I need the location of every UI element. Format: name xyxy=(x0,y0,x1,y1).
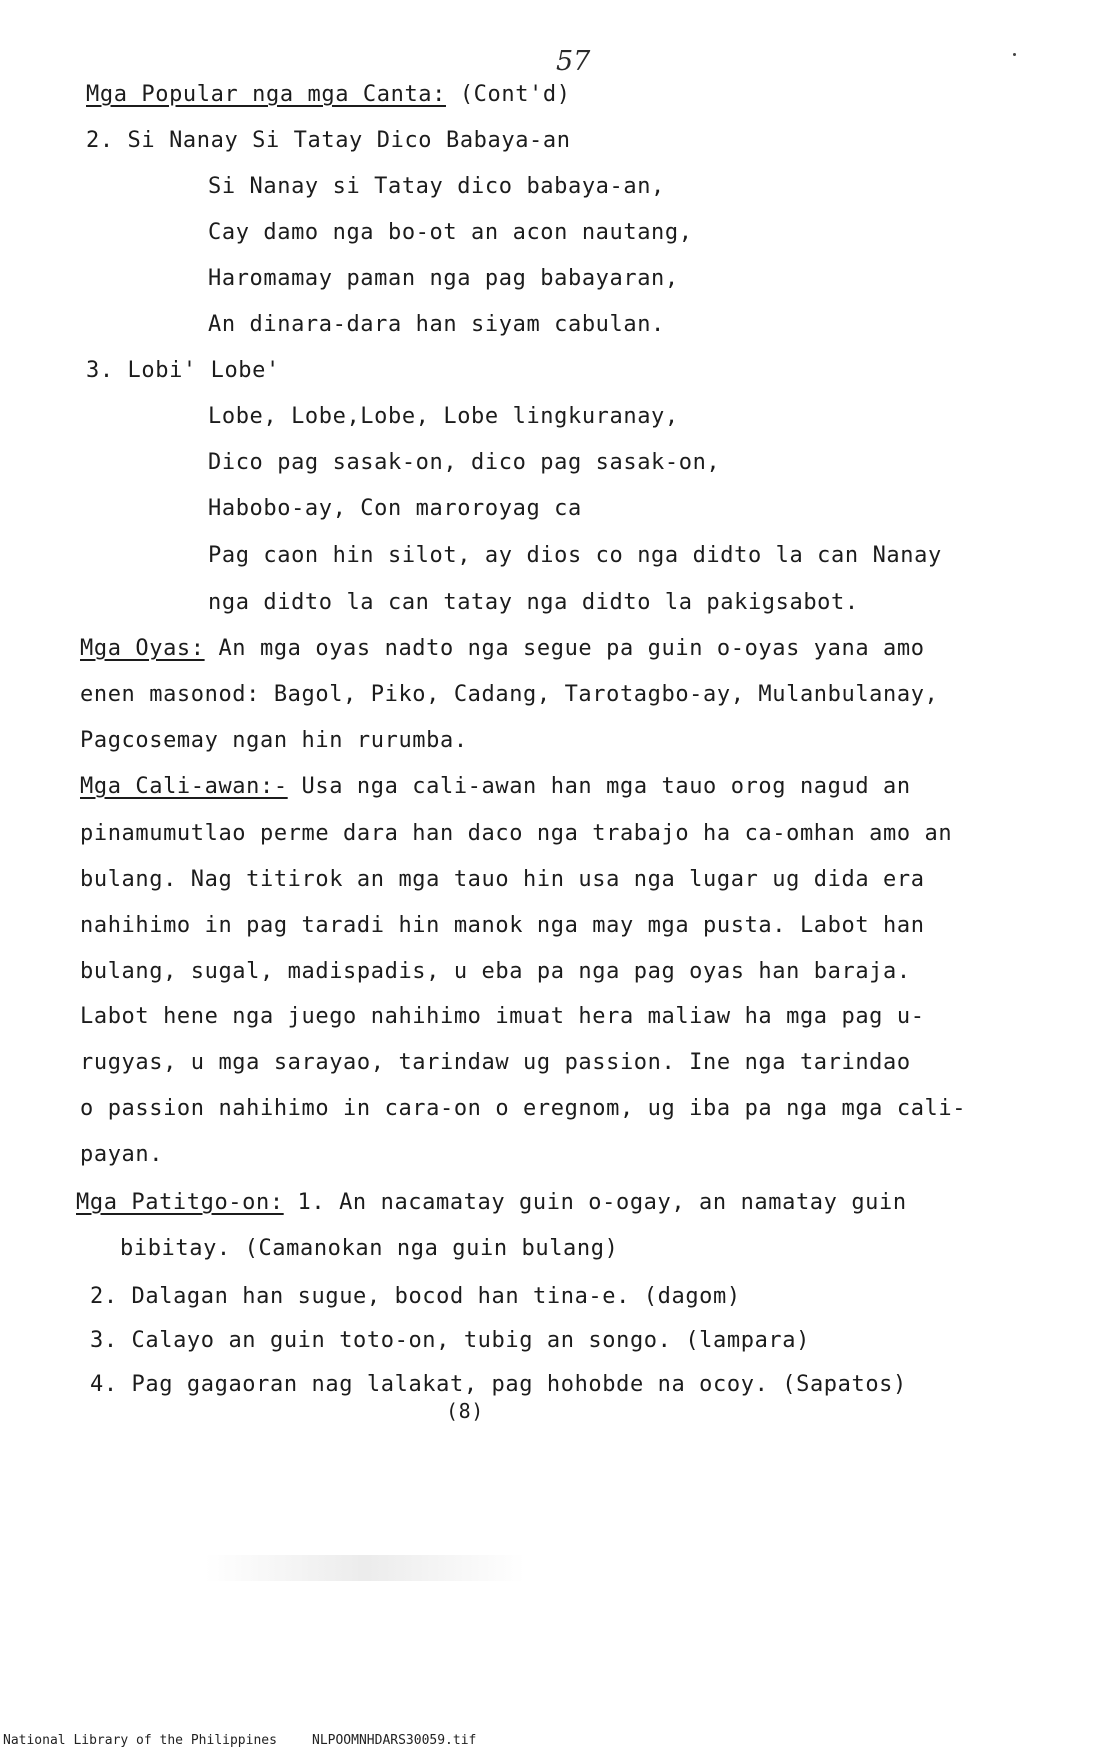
verse-line: nga didto la can tatay nga didto la pakigsabot. xyxy=(208,590,859,615)
riddle-line: 4. Pag gagaoran nag lalakat, pag hohobde na ocoy. (Sapatos) xyxy=(90,1372,907,1397)
paragraph-text: 1. An nacamatay guin o-ogay, an namatay guin xyxy=(283,1190,907,1215)
verse-line: Cay damo nga bo-ot an acon nautang, xyxy=(208,220,693,245)
paragraph-line: bulang, sugal, madispadis, u eba pa nga pag oyas han baraja. xyxy=(80,959,911,984)
section-heading-line xyxy=(86,82,571,108)
paragraph-line: rugyas, u mga sarayao, tarindaw ug passion. Ine nga tarindao xyxy=(80,1050,911,1075)
footer-library-name: National Library of the Philippines xyxy=(3,1733,277,1748)
section-heading: Mga Cali-awan:- xyxy=(80,774,288,799)
paragraph-line: Pagcosemay ngan hin rurumba. xyxy=(80,728,468,753)
paragraph-text: Usa nga cali-awan han mga tauo orog nagud an xyxy=(287,774,911,799)
paragraph-line xyxy=(76,1190,907,1216)
paragraph-line: Labot hene nga juego nahihimo imuat hera maliaw ha mga pag u- xyxy=(80,1004,925,1029)
heading-suffix: (Cont'd) xyxy=(445,82,571,107)
paragraph-line: pinamumutlao perme dara han daco nga trabajo ha ca-omhan amo an xyxy=(80,821,953,846)
paragraph-line xyxy=(80,636,925,662)
section-heading: Mga Patitgo-on: xyxy=(76,1190,284,1215)
scan-speck xyxy=(1013,53,1016,56)
section-heading: Mga Popular nga mga Canta: xyxy=(86,82,446,107)
verse-line: Haromamay paman nga pag babayaran, xyxy=(208,266,679,291)
verse-line: Lobe, Lobe,Lobe, Lobe lingkuranay, xyxy=(208,404,679,429)
verse-line: An dinara-dara han siyam cabulan. xyxy=(208,312,665,337)
riddle-answer-line: bibitay. (Camanokan nga guin bulang) xyxy=(120,1236,619,1261)
riddle-line: 3. Calayo an guin toto-on, tubig an songo. (lampara) xyxy=(90,1328,810,1353)
verse-line: Dico pag sasak-on, dico pag sasak-on, xyxy=(208,450,721,475)
paragraph-line xyxy=(80,774,911,800)
verse-line: Si Nanay si Tatay dico babaya-an, xyxy=(208,174,665,199)
verse-line: Pag caon hin silot, ay dios co nga didto la can Nanay xyxy=(208,543,942,568)
paragraph-line: nahihimo in pag taradi hin manok nga may mga pusta. Labot han xyxy=(80,913,925,938)
bottom-page-number: (8) xyxy=(446,1399,484,1423)
scan-shadow xyxy=(205,1555,525,1581)
paragraph-line: enen masonod: Bagol, Piko, Cadang, Tarotagbo-ay, Mulanbulanay, xyxy=(80,682,939,707)
riddle-line: 2. Dalagan han sugue, bocod han tina-e. (dagom) xyxy=(90,1284,741,1309)
song-title: 3. Lobi' Lobe' xyxy=(86,358,280,383)
verse-line: Habobo-ay, Con maroroyag ca xyxy=(208,496,582,521)
paragraph-line: o passion nahihimo in cara-on o eregnom, ug iba pa nga mga cali- xyxy=(80,1096,967,1121)
song-title: 2. Si Nanay Si Tatay Dico Babaya-an xyxy=(86,128,571,153)
paragraph-line: bulang. Nag titirok an mga tauo hin usa nga lugar ug dida era xyxy=(80,867,925,892)
paragraph-line: payan. xyxy=(80,1142,164,1167)
section-heading: Mga Oyas: xyxy=(80,636,205,661)
footer-filename: NLPOOMNHDARS30059.tif xyxy=(312,1733,477,1748)
paragraph-text: An mga oyas nadto nga segue pa guin o-oyas yana amo xyxy=(204,636,925,661)
page-number: 57 xyxy=(556,46,591,77)
